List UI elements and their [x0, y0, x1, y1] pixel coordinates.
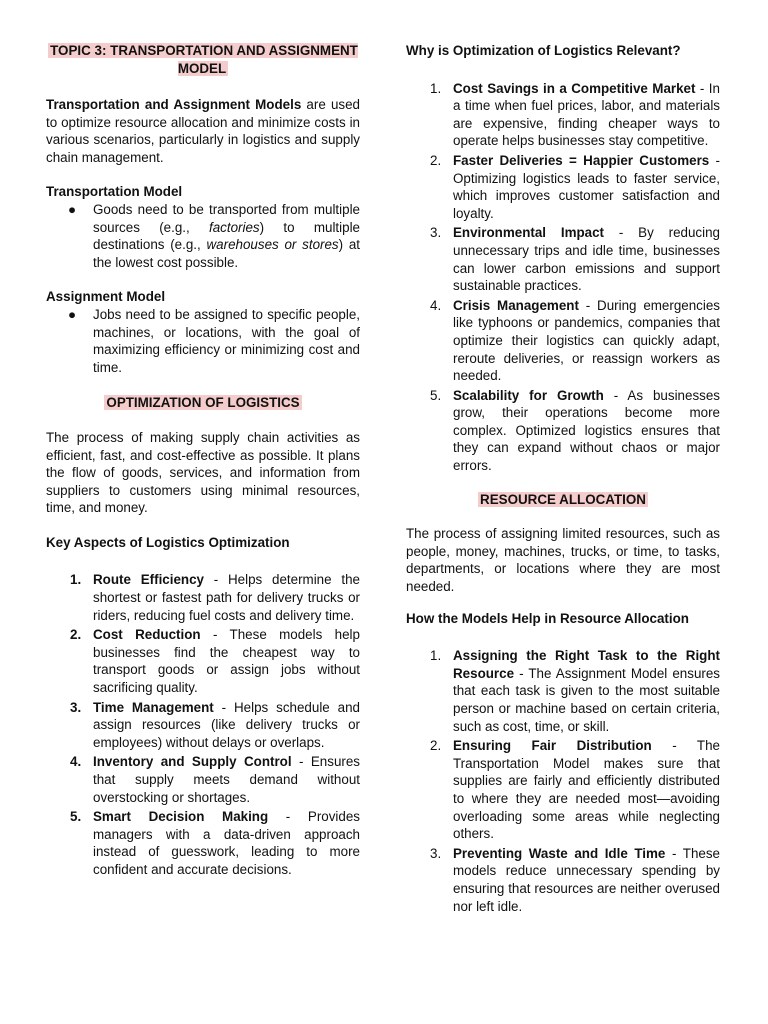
list-item: 2. Ensuring Fair Distribution - The Transportation Model makes sure that supplies are fairly and efficiently distributed to where they are needed most—avoiding overloading some areas while neglecting others.: [430, 738, 721, 842]
list-item: ● Jobs need to be assigned to specific people, machines, or locations, with the goal of maximizing efficiency or minimizing cost and time.: [68, 306, 360, 375]
list-item: 1. Assigning the Right Task to the Right Resource - The Assignment Model ensures that each task is given to the most suitable person or machine based on certain criteria, such as cost, time, or skill.: [430, 648, 720, 734]
list-item: ● Goods need to be transported from multiple sources (e.g., factories) to multiple destinations (e.g., warehouses or stores) at the lowest cost possible.: [68, 201, 361, 270]
list-item: 3. Time Management - Helps schedule and assign resources (like delivery trucks or employees) without delays or overlaps.: [70, 699, 360, 750]
resource-allocation-heading: RESOURCE ALLOCATION: [480, 491, 646, 507]
left-column: [46, 42, 360, 881]
topic-title: TOPIC 3: TRANSPORTATION AND ASSIGNMENT MODEL: [50, 43, 358, 76]
key-aspects-heading: Key Aspects of Logistics Optimization: [46, 534, 290, 550]
resource-allocation-body: The process of assigning limited resources, such as people, money, machines, trucks, or time, to tasks, departments, or locations where they are most needed.: [406, 526, 720, 595]
list-item: 4. Crisis Management - During emergencies like typhoons or pandemics, companies that optimize their logistics can quickly adapt, reroute deliveries, or reassign workers as needed.: [430, 297, 720, 384]
transportation-model-heading: Transportation Model: [46, 184, 183, 200]
list-item: 1. Cost Savings in a Competitive Market - In a time when fuel prices, labor, and materials are expensive, finding cheaper ways to operate helps businesses stay competitive.: [430, 80, 720, 149]
list-item: 1. Route Efficiency - Helps determine the shortest or fastest path for delivery trucks or riders, reducing fuel costs and delivery time.: [70, 572, 360, 623]
how-list: [406, 647, 720, 915]
list-item: 2. Faster Deliveries = Happier Customers - Optimizing logistics leads to faster service, which improves customer satisfaction and loyalty.: [430, 152, 720, 221]
why-heading: Why is Optimization of Logistics Relevant?: [406, 43, 681, 58]
list-item: 3. Preventing Waste and Idle Time - These models reduce unnecessary spending by ensuring that resources are neither overused nor left idle.: [430, 845, 720, 914]
list-item: 3. Environmental Impact - By reducing unnecessary trips and idle time, businesses can lower carbon emissions and support sustainable practices.: [430, 225, 720, 294]
why-list: [406, 80, 720, 475]
list-item: 4. Inventory and Supply Control - Ensures that supply meets demand without overstocking or shortages.: [70, 754, 360, 805]
key-aspects-list: [46, 571, 360, 878]
how-heading: How the Models Help in Resource Allocation: [406, 610, 689, 626]
transportation-bullet-list: [46, 201, 360, 271]
optimization-body: The process of making supply chain activities as efficient, fast, and cost-effective as possible. It plans the flow of goods, services, and information from suppliers to customers using minimal resources, time, and money.: [46, 429, 360, 516]
intro-rest: are used to optimize resource allocation and minimize costs in various scenarios, particularly in logistics and supply chain management.: [46, 97, 360, 165]
intro-bold: Transportation and Assignment Models: [46, 97, 302, 112]
list-item: 5. Smart Decision Making - Provides managers with a data-driven approach instead of guesswork, leading to more confident and accurate decisions.: [70, 809, 360, 877]
assignment-model-heading: Assignment Model: [46, 289, 166, 305]
list-item: 2. Cost Reduction - These models help businesses find the cheapest way to transport goods or assign jobs without sacrificing quality.: [70, 627, 360, 696]
intro-paragraph: [46, 96, 360, 166]
optimization-heading: OPTIMIZATION OF LOGISTICS: [106, 395, 300, 411]
assignment-bullet-list: [46, 306, 360, 376]
list-item: 5. Scalability for Growth - As businesses grow, their operations become more complex. Optimized logistics ensures that they can expand without chaos or major errors.: [430, 387, 720, 474]
right-column: [406, 42, 720, 917]
